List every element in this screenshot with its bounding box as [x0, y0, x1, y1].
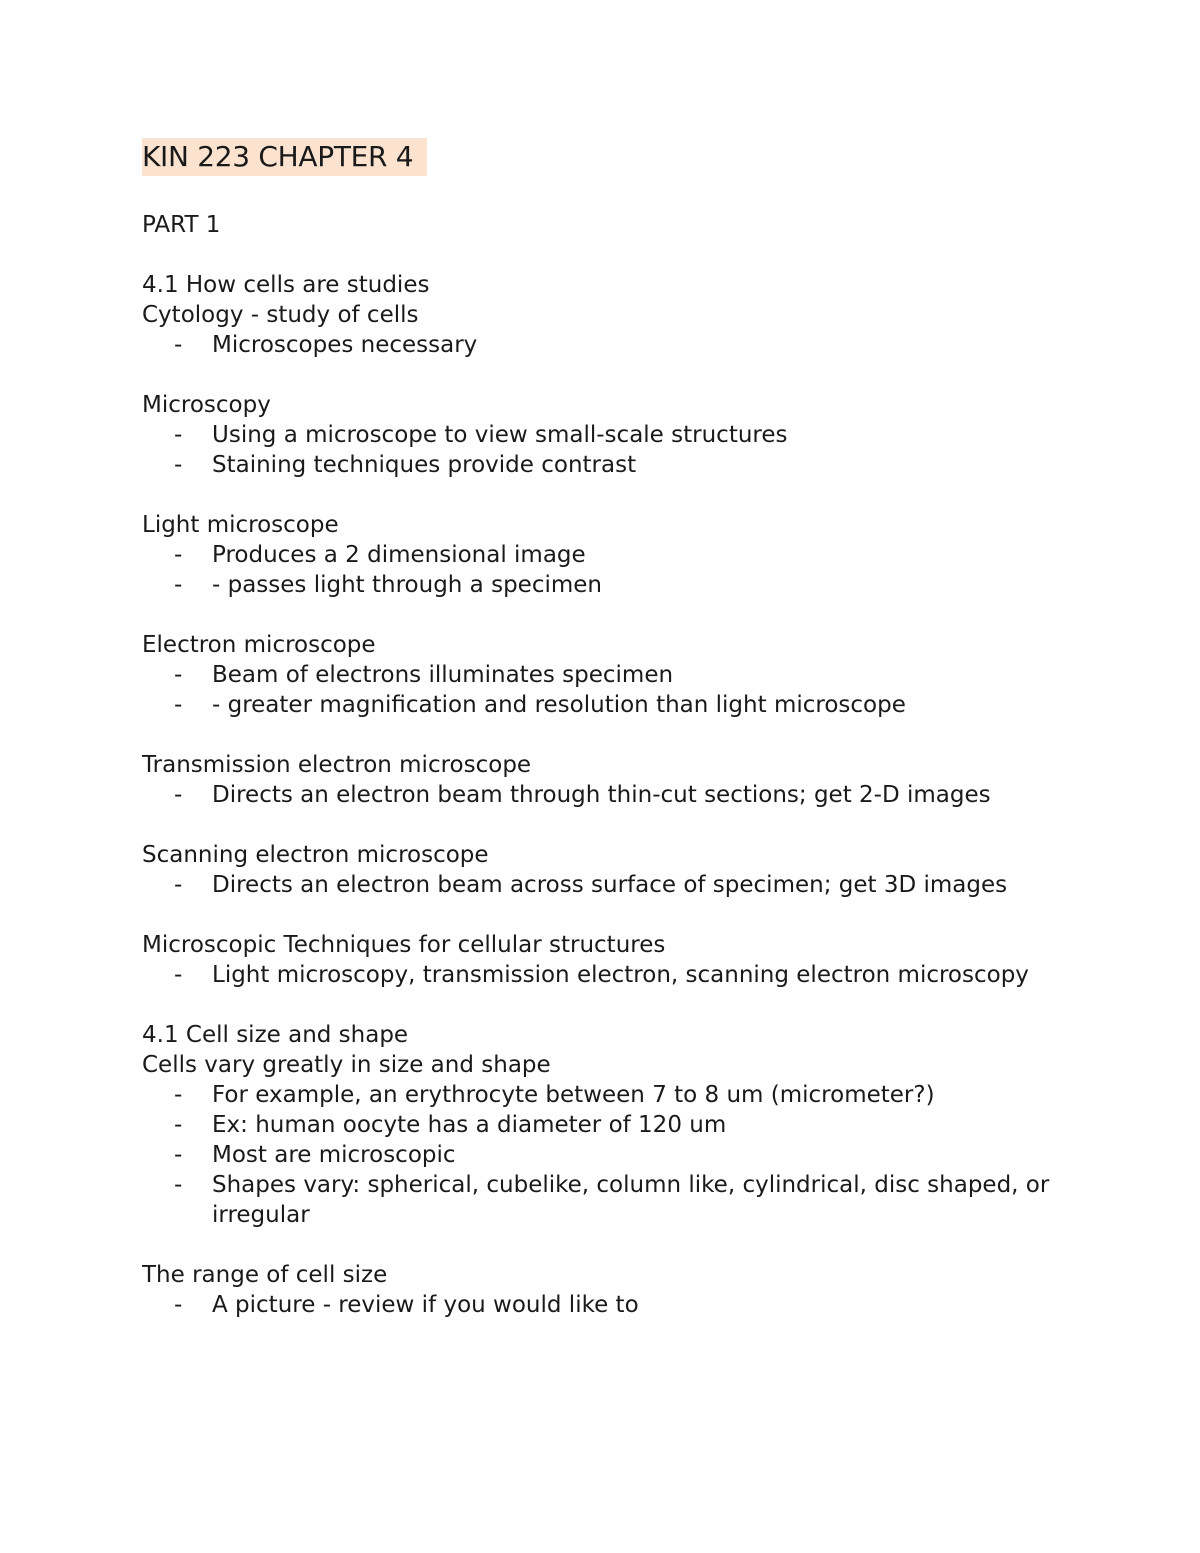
- bullet-item: [142, 780, 1082, 810]
- note-section: [142, 930, 1082, 990]
- bullet-list: [142, 540, 1082, 600]
- bullet-item: [142, 1110, 1082, 1140]
- bullet-marker: -: [174, 422, 183, 448]
- section-heading: Scanning electron microscope: [142, 842, 489, 868]
- bullet-text: Most are microscopic: [212, 1142, 456, 1168]
- bullet-list: [142, 1290, 1082, 1320]
- note-section: [142, 390, 1082, 480]
- bullet-text: A picture - review if you would like to: [212, 1292, 639, 1318]
- section-heading: 4.1 How cells are studies: [142, 272, 430, 298]
- section-line: Cytology - study of cells: [142, 302, 419, 328]
- bullet-list: [142, 870, 1082, 900]
- bullet-text: - greater magnification and resolution than light microscope: [212, 692, 906, 718]
- bullet-item: [142, 570, 1082, 600]
- bullet-marker: -: [174, 782, 183, 808]
- bullet-item: [142, 1140, 1082, 1170]
- bullet-list: [142, 1080, 1082, 1230]
- bullet-text: Ex: human oocyte has a diameter of 120 um: [212, 1112, 727, 1138]
- bullet-text: Microscopes necessary: [212, 332, 478, 358]
- bullet-text: Using a microscope to view small-scale structures: [212, 422, 788, 448]
- bullet-list: [142, 330, 1082, 360]
- section-line: Cells vary greatly in size and shape: [142, 1052, 551, 1078]
- notes-body: [142, 270, 1082, 1320]
- bullet-text: Produces a 2 dimensional image: [212, 542, 586, 568]
- bullet-text: Beam of electrons illuminates specimen: [212, 662, 674, 688]
- section-heading: 4.1 Cell size and shape: [142, 1022, 409, 1048]
- bullet-item: [142, 450, 1082, 480]
- bullet-item: [142, 1080, 1082, 1110]
- bullet-item: [142, 660, 1082, 690]
- section-heading: Electron microscope: [142, 632, 376, 658]
- bullet-marker: -: [174, 1082, 183, 1108]
- bullet-marker: -: [174, 692, 183, 718]
- section-heading: Microscopic Techniques for cellular structures: [142, 932, 666, 958]
- part-heading: PART 1: [142, 212, 221, 238]
- bullet-marker: -: [174, 1142, 183, 1168]
- bullet-text: Light microscopy, transmission electron, scanning electron microscopy: [212, 962, 1029, 988]
- document-title: KIN 223 CHAPTER 4: [142, 138, 427, 176]
- note-section: [142, 1020, 1082, 1230]
- note-section: [142, 750, 1082, 810]
- bullet-marker: -: [174, 572, 183, 598]
- section-heading: Transmission electron microscope: [142, 752, 532, 778]
- bullet-marker: -: [174, 1112, 183, 1138]
- section-heading: Microscopy: [142, 392, 271, 418]
- bullet-marker: -: [174, 962, 183, 988]
- bullet-item: [142, 690, 1082, 720]
- bullet-item: [142, 420, 1082, 450]
- section-heading: Light microscope: [142, 512, 339, 538]
- bullet-text: Staining techniques provide contrast: [212, 452, 637, 478]
- bullet-text: Shapes vary: spherical, cubelike, column like, cylindrical, disc shaped, or irregular: [212, 1172, 1050, 1228]
- bullet-item: [142, 540, 1082, 570]
- note-section: [142, 1260, 1082, 1320]
- bullet-marker: -: [174, 542, 183, 568]
- bullet-list: [142, 660, 1082, 720]
- section-heading: The range of cell size: [142, 1262, 388, 1288]
- bullet-marker: -: [174, 662, 183, 688]
- bullet-text: Directs an electron beam through thin-cut sections; get 2-D images: [212, 782, 991, 808]
- note-section: [142, 840, 1082, 900]
- note-section: [142, 510, 1082, 600]
- document-content: [142, 138, 1082, 1320]
- bullet-text: Directs an electron beam across surface of specimen; get 3D images: [212, 872, 1008, 898]
- bullet-list: [142, 960, 1082, 990]
- bullet-item: [142, 960, 1082, 990]
- bullet-item: [142, 1170, 1082, 1230]
- bullet-marker: -: [174, 872, 183, 898]
- bullet-marker: -: [174, 452, 183, 478]
- note-section: [142, 270, 1082, 360]
- bullet-marker: -: [174, 332, 183, 358]
- bullet-item: [142, 1290, 1082, 1320]
- bullet-marker: -: [174, 1292, 183, 1318]
- bullet-text: - passes light through a specimen: [212, 572, 602, 598]
- bullet-list: [142, 780, 1082, 810]
- bullet-item: [142, 870, 1082, 900]
- bullet-marker: -: [174, 1172, 183, 1198]
- note-section: [142, 630, 1082, 720]
- bullet-text: For example, an erythrocyte between 7 to 8 um (micrometer?): [212, 1082, 935, 1108]
- bullet-item: [142, 330, 1082, 360]
- bullet-list: [142, 420, 1082, 480]
